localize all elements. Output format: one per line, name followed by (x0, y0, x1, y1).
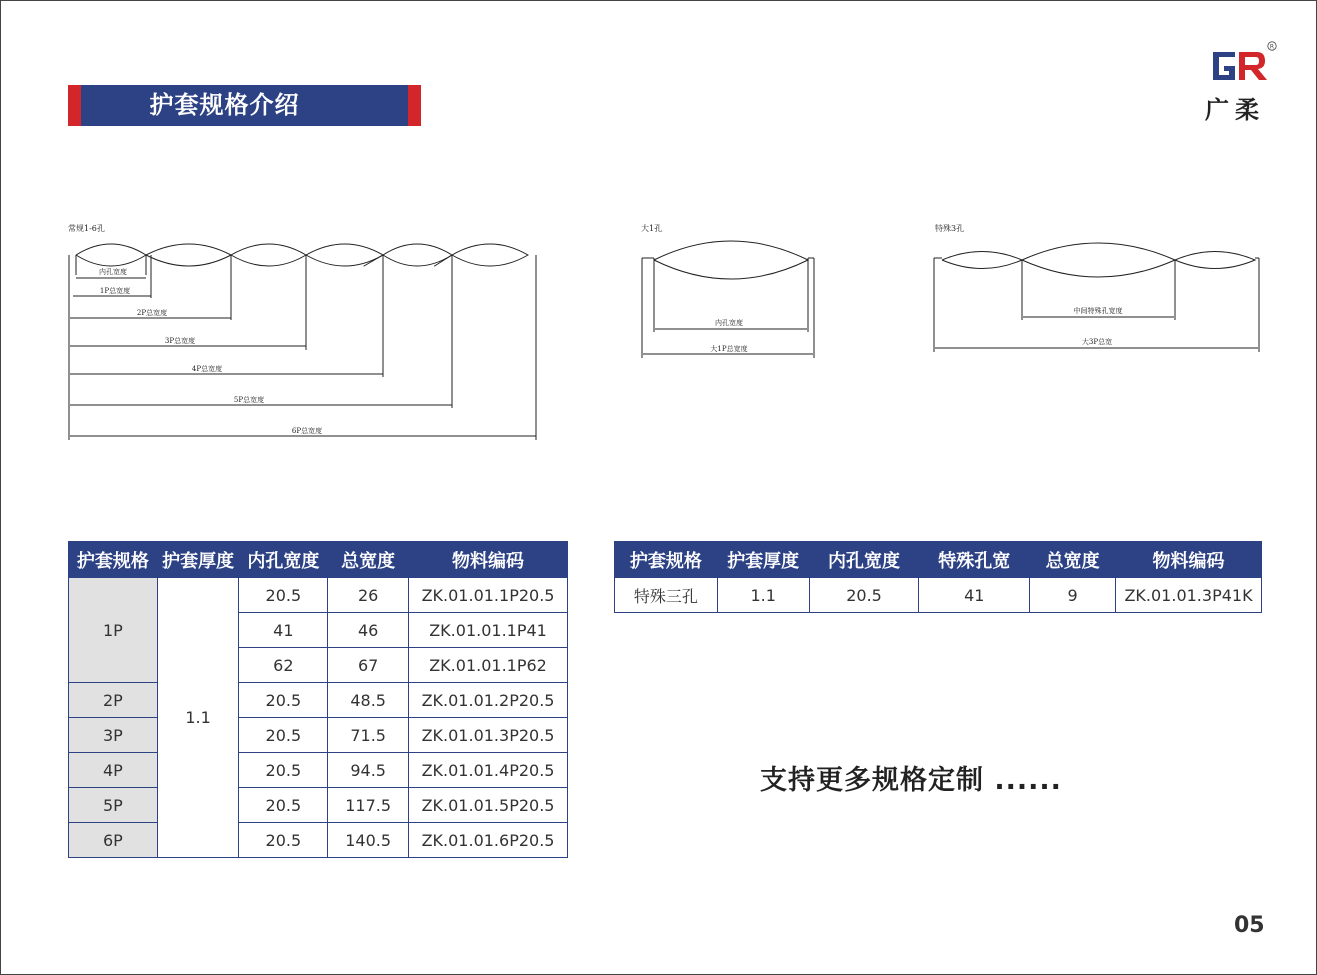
col-header-inner-width: 内孔宽度 (239, 542, 328, 578)
cell-inner: 20.5 (809, 578, 919, 613)
label-4p-width: 4P总宽度 (191, 365, 223, 373)
cell-spec: 6P (69, 823, 158, 858)
table-header-row (615, 542, 1262, 578)
cell-code: ZK.01.01.1P20.5 (409, 578, 568, 613)
cell-spec: 5P (69, 788, 158, 823)
label-3p-width: 3P总宽度 (164, 337, 196, 345)
cell-total: 9 (1030, 578, 1116, 613)
col-header-thickness: 护套厚度 (157, 542, 239, 578)
label-6p-width: 6P总宽度 (291, 427, 323, 435)
label-2p-width: 2P总宽度 (136, 309, 168, 317)
cell-inner: 41 (239, 613, 328, 648)
banner-accent-right (408, 85, 421, 126)
page-title: 护套规格介绍 (149, 91, 300, 119)
cell-inner: 20.5 (239, 753, 328, 788)
cell-total: 46 (328, 613, 409, 648)
cell-spec: 4P (69, 753, 158, 788)
cell-code: ZK.01.01.4P20.5 (409, 753, 568, 788)
cell-inner: 62 (239, 648, 328, 683)
registered-mark: R (1269, 43, 1275, 51)
cell-code: ZK.01.01.1P62 (409, 648, 568, 683)
label-5p-width: 5P总宽度 (233, 396, 265, 404)
cell-total: 140.5 (328, 823, 409, 858)
col-header-special-width: 特殊孔宽 (919, 542, 1030, 578)
diagram-special3-title: 特殊3孔 (935, 224, 965, 233)
cell-thickness: 1.1 (717, 578, 809, 613)
cell-spec: 3P (69, 718, 158, 753)
page-number: 05 (1234, 913, 1265, 938)
logo-chinese-name: 广柔 (1205, 96, 1265, 124)
label-inner-width: 内孔宽度 (99, 268, 127, 276)
col-header-thickness: 护套厚度 (717, 542, 809, 578)
spec-table-regular (68, 541, 568, 858)
cell-special: 41 (919, 578, 1030, 613)
cell-spec: 特殊三孔 (615, 578, 718, 613)
cell-code: ZK.01.01.5P20.5 (409, 788, 568, 823)
cell-total: 67 (328, 648, 409, 683)
cell-total: 48.5 (328, 683, 409, 718)
col-header-material-code: 物料编码 (409, 542, 568, 578)
spec-table-special (614, 541, 1262, 613)
cell-inner: 20.5 (239, 578, 328, 613)
cell-code: ZK.01.01.3P20.5 (409, 718, 568, 753)
cell-total: 71.5 (328, 718, 409, 753)
cell-code: ZK.01.01.1P41 (409, 613, 568, 648)
col-header-spec: 护套规格 (69, 542, 158, 578)
label-special-middle: 中间特殊孔宽度 (1073, 307, 1123, 315)
cell-inner: 20.5 (239, 683, 328, 718)
table-row (69, 578, 568, 613)
table-header-row (69, 542, 568, 578)
col-header-total-width: 总宽度 (1030, 542, 1116, 578)
col-header-inner-width: 内孔宽度 (809, 542, 919, 578)
col-header-material-code: 物料编码 (1116, 542, 1262, 578)
col-header-spec: 护套规格 (615, 542, 718, 578)
cell-inner: 20.5 (239, 718, 328, 753)
cell-inner: 20.5 (239, 823, 328, 858)
label-big1-total: 大1P总宽度 (710, 345, 748, 353)
label-big1-inner: 内孔宽度 (715, 319, 743, 327)
cell-code: ZK.01.01.3P41K (1116, 578, 1262, 613)
cell-code: ZK.01.01.2P20.5 (409, 683, 568, 718)
cell-total: 117.5 (328, 788, 409, 823)
table-row (69, 718, 568, 753)
table-row (69, 753, 568, 788)
customization-note: 支持更多规格定制 ...... (760, 765, 1062, 796)
label-1p-width: 1P总宽度 (99, 287, 131, 295)
cell-inner: 20.5 (239, 788, 328, 823)
cell-thickness: 1.1 (157, 578, 239, 858)
gr-logo-mark (1213, 52, 1267, 80)
title-banner (68, 85, 421, 126)
label-special-total: 大3P总宽 (1081, 338, 1113, 346)
banner-accent-left (68, 85, 81, 126)
cell-spec: 2P (69, 683, 158, 718)
cell-spec: 1P (69, 578, 158, 683)
cell-total: 26 (328, 578, 409, 613)
col-header-total-width: 总宽度 (328, 542, 409, 578)
table-row (615, 578, 1262, 613)
table-row (69, 788, 568, 823)
diagram-regular-title: 常规1-6孔 (68, 224, 105, 233)
diagram-big1-title: 大1孔 (641, 224, 663, 233)
table-row (69, 683, 568, 718)
cell-code: ZK.01.01.6P20.5 (409, 823, 568, 858)
cell-total: 94.5 (328, 753, 409, 788)
table-row (69, 823, 568, 858)
